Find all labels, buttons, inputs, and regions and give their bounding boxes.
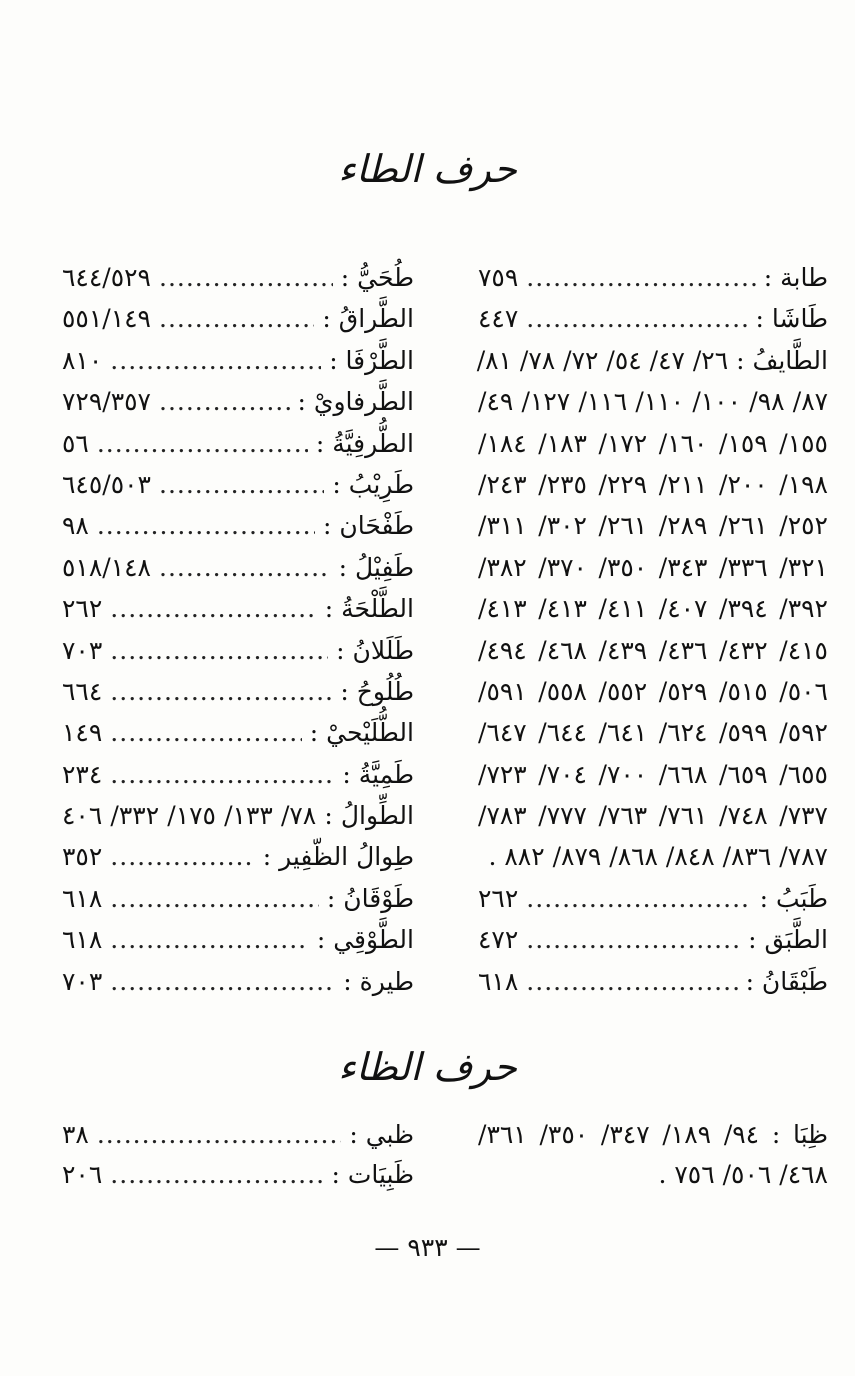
index-column-right-za bbox=[478, 1115, 828, 1195]
entry-term: طَمِيَّةُ : bbox=[342, 759, 414, 789]
entry-term: طَبَبُ : bbox=[759, 883, 828, 913]
index-entry bbox=[62, 257, 414, 298]
entry-pages: ٦١٨ bbox=[478, 966, 519, 996]
entry-pages: ٦٦٤ bbox=[62, 676, 103, 706]
entry-term: طُلُوحُ : bbox=[340, 676, 414, 706]
index-entry bbox=[62, 505, 414, 546]
taif-continuation-line: ٤١٥/ ٤٣٢/ ٤٣٦/ ٤٣٩/ ٤٦٨/ ٤٩٤/ bbox=[478, 635, 828, 665]
entry-pages: ٢٦٢ bbox=[478, 883, 519, 913]
index-entry bbox=[62, 464, 414, 505]
leader-dots bbox=[526, 257, 755, 298]
leader-dots bbox=[110, 754, 334, 795]
index-entry bbox=[62, 961, 414, 1002]
entry-term: طَفْحَان : bbox=[322, 511, 414, 541]
taif-continuation-line: ١٥٥/ ١٥٩/ ١٦٠/ ١٧٢/ ١٨٣/ ١٨٤/ bbox=[478, 428, 828, 458]
leader-dots bbox=[159, 257, 333, 298]
entry-term: ظَبِيَات : bbox=[331, 1160, 414, 1189]
index-entry bbox=[478, 298, 828, 339]
zaba-entry-line: ظِبَا : ٩٤/ ١٨٩/ ٣٤٧/ ٣٥٠/ ٣٦١/ bbox=[478, 1120, 829, 1149]
entry-pages: ١٤٩ bbox=[62, 718, 103, 748]
entry-term: طَوْقَانُ : bbox=[326, 883, 414, 913]
entry-pages: ٣٨ bbox=[62, 1120, 89, 1149]
taif-continuation-line: ٥٩٢/ ٥٩٩/ ٦٢٤/ ٦٤١/ ٦٤٤/ ٦٤٧/ bbox=[478, 718, 828, 748]
entry-pages: ٤٧٢ bbox=[478, 925, 519, 955]
entry-term: طُحَيُّ : bbox=[340, 263, 414, 292]
index-entry bbox=[62, 919, 414, 960]
entry-term: طَاشَا : bbox=[755, 304, 828, 334]
entry-term: طيرة : bbox=[343, 966, 414, 996]
section-heading-ta: حرف الطاء bbox=[338, 147, 517, 191]
index-entry bbox=[478, 878, 828, 919]
taif-continuation-line: ٢٥٢/ ٢٦١/ ٢٨٩/ ٢٦١/ ٣٠٢/ ٣١١/ bbox=[478, 511, 828, 541]
taif-last-line: ٧٨٧/ ٨٣٦/ ٨٤٨/ ٨٦٨/ ٨٧٩/ ٨٨٢ . bbox=[488, 842, 828, 872]
leader-dots bbox=[526, 298, 747, 339]
index-entry bbox=[62, 630, 414, 671]
entry-pages: ٦٤٥/٥٠٣ bbox=[62, 469, 151, 499]
entry-pages: ٧٠٣ bbox=[62, 635, 103, 665]
index-entry bbox=[478, 919, 828, 960]
leader-dots bbox=[159, 381, 290, 422]
leader-dots bbox=[110, 630, 328, 671]
leader-dots bbox=[526, 878, 751, 919]
entry-pages: ٢٠٦ bbox=[62, 1160, 103, 1189]
entry-term: الطَّرفاويْ : bbox=[297, 387, 414, 417]
entry-pages: ٩٨ bbox=[62, 511, 89, 541]
leader-dots bbox=[97, 505, 315, 546]
entry-term: الطُّلَيْحيْ : bbox=[309, 718, 414, 748]
index-entry bbox=[62, 754, 414, 795]
entry-pages: ٥٥١/١٤٩ bbox=[62, 304, 151, 334]
entry-pages: ٥١٨/١٤٨ bbox=[62, 552, 151, 582]
leader-dots bbox=[110, 712, 301, 753]
index-entry bbox=[62, 1115, 414, 1155]
entry-term: الطَّبَق : bbox=[748, 925, 828, 955]
entry-pages: ٦١٨ bbox=[62, 925, 103, 955]
entry-term: طَفِيْلُ : bbox=[338, 552, 414, 582]
index-column-right bbox=[478, 257, 828, 1002]
entry-pages: ٥٦ bbox=[62, 428, 89, 458]
entry-pages: ٨١٠ bbox=[62, 345, 103, 375]
index-entry bbox=[62, 836, 414, 877]
leader-dots bbox=[97, 423, 308, 464]
index-entry bbox=[62, 381, 414, 422]
leader-dots bbox=[110, 671, 332, 712]
entry-term: الطُّرفِيَّةُ : bbox=[315, 428, 414, 458]
leader-dots bbox=[97, 1115, 341, 1155]
index-entry bbox=[478, 257, 828, 298]
entry-pages: ٣٥٢ bbox=[62, 842, 103, 872]
leader-dots bbox=[110, 919, 309, 960]
taif-continuation-line: ٣٢١/ ٣٣٦/ ٣٤٣/ ٣٥٠/ ٣٧٠/ ٣٨٢/ bbox=[478, 552, 828, 582]
zaba-continuation-line: ٤٦٨/ ٥٠٦/ ٧٥٦ . bbox=[658, 1160, 828, 1189]
entry-term: طابة : bbox=[763, 263, 828, 292]
tiwal-entry-line: الطِّوالُ : ٧٨/ ١٣٣/ ١٧٥/ ٣٣٢/ ٤٠٦ bbox=[62, 801, 414, 831]
leader-dots bbox=[526, 919, 740, 960]
index-entry bbox=[62, 878, 414, 919]
section-heading-za: حرف الظاء bbox=[338, 1045, 517, 1089]
taif-continuation-line: ٦٥٥/ ٦٥٩/ ٦٦٨/ ٧٠٠/ ٧٠٤/ ٧٢٣/ bbox=[478, 759, 828, 789]
entry-term: الطَّوْقِي : bbox=[316, 925, 414, 955]
entry-term: طِوالُ الظّفِير : bbox=[262, 842, 414, 872]
entry-pages: ٧٥٩ bbox=[478, 263, 519, 292]
leader-dots bbox=[110, 340, 321, 381]
index-entry bbox=[62, 1155, 414, 1195]
entry-pages: ٧٠٣ bbox=[62, 966, 103, 996]
leader-dots bbox=[159, 547, 331, 588]
entry-pages: ٧٢٩/٣٥٧ bbox=[62, 387, 151, 417]
index-entry bbox=[478, 961, 828, 1002]
entry-pages: ٢٦٢ bbox=[62, 594, 103, 624]
entry-pages: ٤٤٧ bbox=[478, 304, 519, 334]
taif-continuation-line: ٨٧/ ٩٨/ ١٠٠/ ١١٠/ ١١٦/ ١٢٧/ ٤٩/ bbox=[478, 387, 829, 417]
entry-term: الطَّرْفَا : bbox=[329, 345, 414, 375]
index-entry bbox=[62, 712, 414, 753]
leader-dots bbox=[526, 961, 737, 1002]
leader-dots bbox=[159, 298, 314, 339]
taif-continuation-line: ٣٩٢/ ٣٩٤/ ٤٠٧/ ٤١١/ ٤١٣/ ٤١٣/ bbox=[478, 594, 828, 624]
page-number: — ٩٣٣ — bbox=[374, 1233, 481, 1262]
leader-dots bbox=[110, 1155, 323, 1195]
entry-pages: ٦٤٤/٥٢٩ bbox=[62, 263, 151, 292]
entry-term: الطَّلْحَةُ : bbox=[324, 594, 414, 624]
index-entry bbox=[62, 340, 414, 381]
entry-term: طَبْقَانُ : bbox=[745, 966, 828, 996]
entry-term: طَرِيْبُ : bbox=[332, 469, 414, 499]
index-entry bbox=[62, 423, 414, 464]
index-entry bbox=[62, 588, 414, 629]
index-column-left-za bbox=[62, 1115, 414, 1195]
index-entry bbox=[62, 547, 414, 588]
index-entry bbox=[62, 671, 414, 712]
leader-dots bbox=[110, 836, 254, 877]
taif-continuation-line: ٧٣٧/ ٧٤٨/ ٧٦١/ ٧٦٣/ ٧٧٧/ ٧٨٣/ bbox=[478, 801, 828, 831]
entry-term: ظبي : bbox=[349, 1120, 414, 1149]
entry-pages: ٢٣٤ bbox=[62, 759, 103, 789]
leader-dots bbox=[110, 588, 316, 629]
entry-term: طَلَلانُ : bbox=[336, 635, 414, 665]
entry-pages: ٦١٨ bbox=[62, 883, 103, 913]
leader-dots bbox=[110, 878, 319, 919]
entry-term: الطَّراقُ : bbox=[322, 304, 414, 334]
index-column-left bbox=[62, 257, 414, 1002]
taif-entry-line: الطَّايفُ : ٢٦/ ٤٧/ ٥٤/ ٧٢/ ٧٨/ ٨١/ bbox=[476, 345, 828, 375]
leader-dots bbox=[110, 961, 335, 1002]
taif-continuation-line: ٥٠٦/ ٥١٥/ ٥٢٩/ ٥٥٢/ ٥٥٨/ ٥٩١/ bbox=[478, 676, 828, 706]
taif-continuation-line: ١٩٨/ ٢٠٠/ ٢١١/ ٢٢٩/ ٢٣٥/ ٢٤٣/ bbox=[478, 469, 828, 499]
index-entry bbox=[62, 298, 414, 339]
leader-dots bbox=[159, 464, 324, 505]
